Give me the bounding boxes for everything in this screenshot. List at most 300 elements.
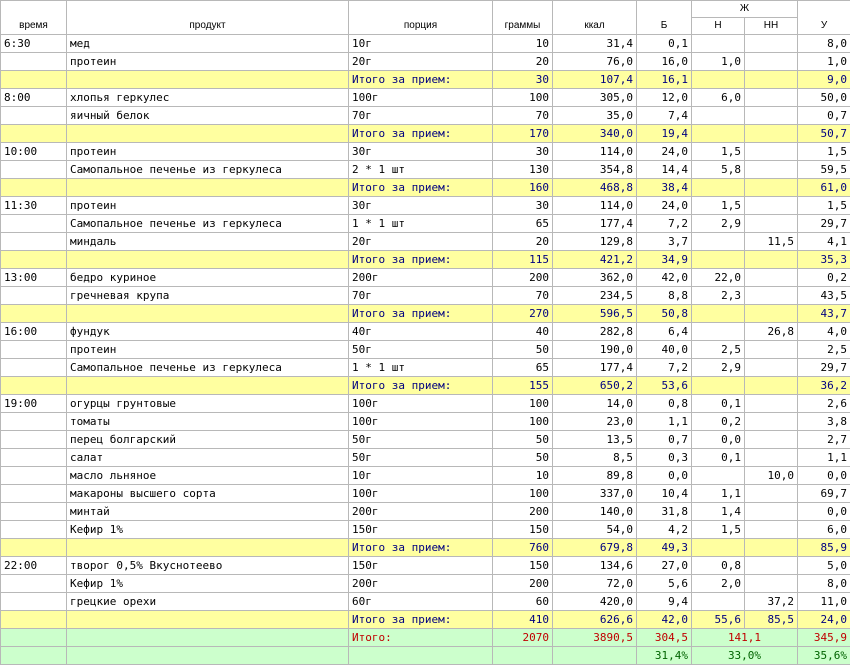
table-row bbox=[1, 485, 850, 503]
portion-cell: 30г bbox=[349, 197, 493, 215]
kcal-cell: 31,4 bbox=[553, 35, 637, 53]
meal-total-fat-unsat bbox=[745, 377, 798, 395]
fat-unsat-cell bbox=[745, 161, 798, 179]
meal-total-time bbox=[1, 179, 67, 197]
fat-unsat-cell bbox=[745, 215, 798, 233]
carbs-cell: 0,0 bbox=[798, 467, 850, 485]
meal-time bbox=[1, 467, 67, 485]
portion-cell: 200г bbox=[349, 269, 493, 287]
kcal-cell: 23,0 bbox=[553, 413, 637, 431]
meal-total-label: Итого за прием: bbox=[349, 539, 493, 557]
protein-cell: 7,2 bbox=[637, 215, 692, 233]
meal-total-kcal: 596,5 bbox=[553, 305, 637, 323]
meal-total-time bbox=[1, 71, 67, 89]
product-cell: мед bbox=[67, 35, 349, 53]
grams-cell: 20 bbox=[493, 53, 553, 71]
fat-sat-cell: 1,0 bbox=[692, 53, 745, 71]
meal-time bbox=[1, 359, 67, 377]
meal-total-product bbox=[67, 377, 349, 395]
meal-time bbox=[1, 413, 67, 431]
meal-total-product bbox=[67, 179, 349, 197]
fat-unsat-cell bbox=[745, 341, 798, 359]
meal-total-label: Итого за прием: bbox=[349, 179, 493, 197]
meal-total-row bbox=[1, 611, 850, 629]
table-row bbox=[1, 413, 850, 431]
fat-sat-cell: 0,1 bbox=[692, 449, 745, 467]
meal-total-label: Итого за прием: bbox=[349, 125, 493, 143]
protein-cell: 10,4 bbox=[637, 485, 692, 503]
product-cell: бедро куриное bbox=[67, 269, 349, 287]
meal-time bbox=[1, 215, 67, 233]
meal-time: 19:00 bbox=[1, 395, 67, 413]
product-cell: огурцы грунтовые bbox=[67, 395, 349, 413]
table-header bbox=[1, 1, 850, 35]
fat-unsat-cell bbox=[745, 521, 798, 539]
meal-total-fat-unsat bbox=[745, 179, 798, 197]
meal-time: 22:00 bbox=[1, 557, 67, 575]
grand-total-fat: 141,1 bbox=[692, 629, 798, 647]
fat-sat-cell: 2,0 bbox=[692, 575, 745, 593]
product-cell: протеин bbox=[67, 143, 349, 161]
protein-cell: 31,8 bbox=[637, 503, 692, 521]
protein-cell: 3,7 bbox=[637, 233, 692, 251]
carbs-cell: 8,0 bbox=[798, 575, 850, 593]
meal-time bbox=[1, 449, 67, 467]
meal-total-product bbox=[67, 125, 349, 143]
grams-cell: 70 bbox=[493, 287, 553, 305]
meal-total-kcal: 468,8 bbox=[553, 179, 637, 197]
fat-sat-cell: 2,3 bbox=[692, 287, 745, 305]
meal-time: 10:00 bbox=[1, 143, 67, 161]
meal-total-kcal: 340,0 bbox=[553, 125, 637, 143]
fat-sat-cell: 2,5 bbox=[692, 341, 745, 359]
portion-cell: 10г bbox=[349, 467, 493, 485]
meal-total-product bbox=[67, 611, 349, 629]
table-row bbox=[1, 215, 850, 233]
grams-cell: 100 bbox=[493, 413, 553, 431]
grams-cell: 70 bbox=[493, 107, 553, 125]
portion-cell: 20г bbox=[349, 233, 493, 251]
table-row bbox=[1, 233, 850, 251]
table-row bbox=[1, 593, 850, 611]
fat-sat-cell: 5,8 bbox=[692, 161, 745, 179]
meal-total-protein: 49,3 bbox=[637, 539, 692, 557]
grand-total-row bbox=[1, 629, 850, 647]
grams-cell: 40 bbox=[493, 323, 553, 341]
meal-total-time bbox=[1, 539, 67, 557]
grand-total-time bbox=[1, 629, 67, 647]
header-fat-sat: Н bbox=[692, 18, 745, 35]
kcal-cell: 140,0 bbox=[553, 503, 637, 521]
meal-total-label: Итого за прием: bbox=[349, 611, 493, 629]
meal-time: 8:00 bbox=[1, 89, 67, 107]
table-row bbox=[1, 521, 850, 539]
table-row bbox=[1, 431, 850, 449]
header-fat: Ж bbox=[692, 1, 798, 18]
meal-total-product bbox=[67, 305, 349, 323]
meal-total-grams: 760 bbox=[493, 539, 553, 557]
carbs-cell: 3,8 bbox=[798, 413, 850, 431]
table-row bbox=[1, 341, 850, 359]
meal-total-grams: 30 bbox=[493, 71, 553, 89]
product-cell: Кефир 1% bbox=[67, 575, 349, 593]
protein-cell: 9,4 bbox=[637, 593, 692, 611]
kcal-cell: 177,4 bbox=[553, 359, 637, 377]
header-grams: граммы bbox=[493, 1, 553, 35]
meal-total-fat-sat bbox=[692, 179, 745, 197]
header-time: время bbox=[1, 1, 67, 35]
portion-cell: 150г bbox=[349, 557, 493, 575]
fat-unsat-cell: 10,0 bbox=[745, 467, 798, 485]
grams-cell: 150 bbox=[493, 521, 553, 539]
table-row bbox=[1, 575, 850, 593]
meal-total-kcal: 421,2 bbox=[553, 251, 637, 269]
header-portion: порция bbox=[349, 1, 493, 35]
meal-total-row bbox=[1, 539, 850, 557]
fat-unsat-cell: 11,5 bbox=[745, 233, 798, 251]
portion-cell: 1 * 1 шт bbox=[349, 359, 493, 377]
fat-unsat-cell bbox=[745, 359, 798, 377]
meal-total-grams: 155 bbox=[493, 377, 553, 395]
fat-sat-cell bbox=[692, 35, 745, 53]
pct-product bbox=[67, 647, 349, 665]
protein-cell: 0,3 bbox=[637, 449, 692, 467]
fat-sat-cell bbox=[692, 233, 745, 251]
meal-total-row bbox=[1, 305, 850, 323]
portion-cell: 150г bbox=[349, 521, 493, 539]
product-cell: гречневая крупа bbox=[67, 287, 349, 305]
protein-cell: 16,0 bbox=[637, 53, 692, 71]
pct-protein: 31,4% bbox=[637, 647, 692, 665]
portion-cell: 10г bbox=[349, 35, 493, 53]
meal-total-protein: 19,4 bbox=[637, 125, 692, 143]
meal-time bbox=[1, 233, 67, 251]
product-cell: протеин bbox=[67, 197, 349, 215]
portion-cell: 100г bbox=[349, 485, 493, 503]
kcal-cell: 76,0 bbox=[553, 53, 637, 71]
fat-sat-cell: 2,9 bbox=[692, 359, 745, 377]
meal-total-fat-sat bbox=[692, 305, 745, 323]
fat-sat-cell bbox=[692, 593, 745, 611]
pct-fat: 33,0% bbox=[692, 647, 798, 665]
percentages-row bbox=[1, 647, 850, 665]
product-cell: салат bbox=[67, 449, 349, 467]
table-row bbox=[1, 467, 850, 485]
grams-cell: 65 bbox=[493, 359, 553, 377]
grams-cell: 50 bbox=[493, 341, 553, 359]
meal-total-kcal: 679,8 bbox=[553, 539, 637, 557]
carbs-cell: 1,0 bbox=[798, 53, 850, 71]
product-cell: творог 0,5% Вкуснотеево bbox=[67, 557, 349, 575]
meal-total-product bbox=[67, 251, 349, 269]
product-cell: масло льняное bbox=[67, 467, 349, 485]
carbs-cell: 43,5 bbox=[798, 287, 850, 305]
kcal-cell: 89,8 bbox=[553, 467, 637, 485]
meal-total-fat-sat bbox=[692, 71, 745, 89]
grams-cell: 100 bbox=[493, 395, 553, 413]
meal-total-carbs: 24,0 bbox=[798, 611, 850, 629]
table-row bbox=[1, 107, 850, 125]
kcal-cell: 54,0 bbox=[553, 521, 637, 539]
portion-cell: 100г bbox=[349, 89, 493, 107]
product-cell: томаты bbox=[67, 413, 349, 431]
kcal-cell: 114,0 bbox=[553, 197, 637, 215]
portion-cell: 70г bbox=[349, 287, 493, 305]
meal-total-carbs: 61,0 bbox=[798, 179, 850, 197]
carbs-cell: 2,5 bbox=[798, 341, 850, 359]
table-row bbox=[1, 449, 850, 467]
kcal-cell: 35,0 bbox=[553, 107, 637, 125]
fat-unsat-cell bbox=[745, 431, 798, 449]
meal-time: 11:30 bbox=[1, 197, 67, 215]
grand-total-label: Итого: bbox=[349, 629, 493, 647]
protein-cell: 0,1 bbox=[637, 35, 692, 53]
kcal-cell: 362,0 bbox=[553, 269, 637, 287]
protein-cell: 7,4 bbox=[637, 107, 692, 125]
grand-total-product bbox=[67, 629, 349, 647]
portion-cell: 70г bbox=[349, 107, 493, 125]
product-cell: протеин bbox=[67, 53, 349, 71]
meal-total-carbs: 35,3 bbox=[798, 251, 850, 269]
fat-unsat-cell bbox=[745, 575, 798, 593]
meal-time bbox=[1, 161, 67, 179]
fat-unsat-cell: 26,8 bbox=[745, 323, 798, 341]
table-row bbox=[1, 35, 850, 53]
meal-total-time bbox=[1, 377, 67, 395]
portion-cell: 30г bbox=[349, 143, 493, 161]
meal-total-grams: 410 bbox=[493, 611, 553, 629]
meal-total-row bbox=[1, 71, 850, 89]
fat-unsat-cell bbox=[745, 503, 798, 521]
meal-total-protein: 50,8 bbox=[637, 305, 692, 323]
pct-portion bbox=[349, 647, 493, 665]
meal-total-carbs: 9,0 bbox=[798, 71, 850, 89]
kcal-cell: 305,0 bbox=[553, 89, 637, 107]
portion-cell: 100г bbox=[349, 413, 493, 431]
portion-cell: 50г bbox=[349, 431, 493, 449]
meal-total-time bbox=[1, 611, 67, 629]
kcal-cell: 234,5 bbox=[553, 287, 637, 305]
grams-cell: 30 bbox=[493, 197, 553, 215]
grams-cell: 100 bbox=[493, 485, 553, 503]
meal-time bbox=[1, 107, 67, 125]
meal-total-fat-unsat bbox=[745, 539, 798, 557]
carbs-cell: 69,7 bbox=[798, 485, 850, 503]
carbs-cell: 11,0 bbox=[798, 593, 850, 611]
carbs-cell: 5,0 bbox=[798, 557, 850, 575]
fat-sat-cell: 1,5 bbox=[692, 521, 745, 539]
meal-total-row bbox=[1, 179, 850, 197]
fat-unsat-cell bbox=[745, 485, 798, 503]
protein-cell: 6,4 bbox=[637, 323, 692, 341]
fat-sat-cell: 0,1 bbox=[692, 395, 745, 413]
fat-sat-cell bbox=[692, 467, 745, 485]
meal-total-carbs: 50,7 bbox=[798, 125, 850, 143]
kcal-cell: 72,0 bbox=[553, 575, 637, 593]
meal-total-grams: 270 bbox=[493, 305, 553, 323]
kcal-cell: 420,0 bbox=[553, 593, 637, 611]
meal-total-label: Итого за прием: bbox=[349, 251, 493, 269]
protein-cell: 24,0 bbox=[637, 197, 692, 215]
pct-time bbox=[1, 647, 67, 665]
meal-total-grams: 115 bbox=[493, 251, 553, 269]
meal-total-label: Итого за прием: bbox=[349, 377, 493, 395]
kcal-cell: 354,8 bbox=[553, 161, 637, 179]
meal-total-fat-unsat bbox=[745, 251, 798, 269]
grams-cell: 10 bbox=[493, 35, 553, 53]
table-row bbox=[1, 143, 850, 161]
fat-unsat-cell bbox=[745, 107, 798, 125]
grand-total-grams: 2070 bbox=[493, 629, 553, 647]
meal-total-time bbox=[1, 305, 67, 323]
table-body bbox=[1, 35, 850, 665]
portion-cell: 1 * 1 шт bbox=[349, 215, 493, 233]
grand-total-protein: 304,5 bbox=[637, 629, 692, 647]
protein-cell: 5,6 bbox=[637, 575, 692, 593]
portion-cell: 200г bbox=[349, 575, 493, 593]
grams-cell: 30 bbox=[493, 143, 553, 161]
meal-total-label: Итого за прием: bbox=[349, 71, 493, 89]
product-cell: протеин bbox=[67, 341, 349, 359]
carbs-cell: 50,0 bbox=[798, 89, 850, 107]
carbs-cell: 0,0 bbox=[798, 503, 850, 521]
portion-cell: 2 * 1 шт bbox=[349, 161, 493, 179]
header-protein: Б bbox=[637, 1, 692, 35]
pct-carbs: 35,6% bbox=[798, 647, 850, 665]
table-row bbox=[1, 557, 850, 575]
carbs-cell: 0,2 bbox=[798, 269, 850, 287]
grams-cell: 200 bbox=[493, 503, 553, 521]
header-kcal: ккал bbox=[553, 1, 637, 35]
meal-total-carbs: 36,2 bbox=[798, 377, 850, 395]
fat-unsat-cell bbox=[745, 413, 798, 431]
grams-cell: 10 bbox=[493, 467, 553, 485]
meal-time bbox=[1, 53, 67, 71]
carbs-cell: 29,7 bbox=[798, 215, 850, 233]
product-cell: Самопальное печенье из геркулеса bbox=[67, 359, 349, 377]
product-cell: минтай bbox=[67, 503, 349, 521]
fat-sat-cell: 0,8 bbox=[692, 557, 745, 575]
product-cell: перец болгарский bbox=[67, 431, 349, 449]
meal-total-product bbox=[67, 539, 349, 557]
fat-unsat-cell bbox=[745, 395, 798, 413]
kcal-cell: 134,6 bbox=[553, 557, 637, 575]
meal-time bbox=[1, 593, 67, 611]
product-cell: фундук bbox=[67, 323, 349, 341]
fat-unsat-cell bbox=[745, 449, 798, 467]
header-product: продукт bbox=[67, 1, 349, 35]
carbs-cell: 1,5 bbox=[798, 197, 850, 215]
meal-total-fat-unsat bbox=[745, 305, 798, 323]
carbs-cell: 6,0 bbox=[798, 521, 850, 539]
product-cell: миндаль bbox=[67, 233, 349, 251]
table-row bbox=[1, 323, 850, 341]
meal-total-grams: 160 bbox=[493, 179, 553, 197]
kcal-cell: 114,0 bbox=[553, 143, 637, 161]
meal-total-protein: 34,9 bbox=[637, 251, 692, 269]
grams-cell: 150 bbox=[493, 557, 553, 575]
pct-grams bbox=[493, 647, 553, 665]
header-carbs: У bbox=[798, 1, 850, 35]
fat-sat-cell: 1,5 bbox=[692, 197, 745, 215]
meal-total-fat-unsat bbox=[745, 71, 798, 89]
kcal-cell: 282,8 bbox=[553, 323, 637, 341]
table-row bbox=[1, 359, 850, 377]
carbs-cell: 1,1 bbox=[798, 449, 850, 467]
fat-sat-cell: 1,4 bbox=[692, 503, 745, 521]
fat-sat-cell: 1,1 bbox=[692, 485, 745, 503]
protein-cell: 0,7 bbox=[637, 431, 692, 449]
meal-total-row bbox=[1, 125, 850, 143]
meal-total-fat-sat bbox=[692, 125, 745, 143]
fat-unsat-cell bbox=[745, 557, 798, 575]
protein-cell: 8,8 bbox=[637, 287, 692, 305]
meal-total-protein: 38,4 bbox=[637, 179, 692, 197]
fat-unsat-cell bbox=[745, 89, 798, 107]
meal-total-kcal: 107,4 bbox=[553, 71, 637, 89]
product-cell: Кефир 1% bbox=[67, 521, 349, 539]
pct-kcal bbox=[553, 647, 637, 665]
carbs-cell: 29,7 bbox=[798, 359, 850, 377]
meal-time bbox=[1, 521, 67, 539]
product-cell: грецкие орехи bbox=[67, 593, 349, 611]
portion-cell: 50г bbox=[349, 449, 493, 467]
meal-time bbox=[1, 575, 67, 593]
grams-cell: 50 bbox=[493, 431, 553, 449]
kcal-cell: 129,8 bbox=[553, 233, 637, 251]
meal-total-protein: 42,0 bbox=[637, 611, 692, 629]
table-row bbox=[1, 89, 850, 107]
carbs-cell: 4,0 bbox=[798, 323, 850, 341]
meal-total-row bbox=[1, 251, 850, 269]
fat-unsat-cell bbox=[745, 53, 798, 71]
fat-sat-cell: 22,0 bbox=[692, 269, 745, 287]
carbs-cell: 59,5 bbox=[798, 161, 850, 179]
fat-unsat-cell bbox=[745, 35, 798, 53]
protein-cell: 4,2 bbox=[637, 521, 692, 539]
kcal-cell: 14,0 bbox=[553, 395, 637, 413]
meal-time: 16:00 bbox=[1, 323, 67, 341]
protein-cell: 24,0 bbox=[637, 143, 692, 161]
fat-unsat-cell: 37,2 bbox=[745, 593, 798, 611]
table-row bbox=[1, 53, 850, 71]
carbs-cell: 0,7 bbox=[798, 107, 850, 125]
meal-total-time bbox=[1, 251, 67, 269]
table-row bbox=[1, 161, 850, 179]
protein-cell: 1,1 bbox=[637, 413, 692, 431]
protein-cell: 14,4 bbox=[637, 161, 692, 179]
meal-total-fat-sat: 55,6 bbox=[692, 611, 745, 629]
grams-cell: 200 bbox=[493, 269, 553, 287]
protein-cell: 7,2 bbox=[637, 359, 692, 377]
product-cell: макароны высшего сорта bbox=[67, 485, 349, 503]
meal-total-row bbox=[1, 377, 850, 395]
meal-total-grams: 170 bbox=[493, 125, 553, 143]
fat-unsat-cell bbox=[745, 269, 798, 287]
portion-cell: 60г bbox=[349, 593, 493, 611]
fat-sat-cell: 2,9 bbox=[692, 215, 745, 233]
carbs-cell: 4,1 bbox=[798, 233, 850, 251]
portion-cell: 200г bbox=[349, 503, 493, 521]
meal-total-fat-unsat: 85,5 bbox=[745, 611, 798, 629]
table-row bbox=[1, 395, 850, 413]
meal-total-protein: 16,1 bbox=[637, 71, 692, 89]
protein-cell: 42,0 bbox=[637, 269, 692, 287]
portion-cell: 40г bbox=[349, 323, 493, 341]
grams-cell: 65 bbox=[493, 215, 553, 233]
fat-sat-cell: 6,0 bbox=[692, 89, 745, 107]
carbs-cell: 2,7 bbox=[798, 431, 850, 449]
